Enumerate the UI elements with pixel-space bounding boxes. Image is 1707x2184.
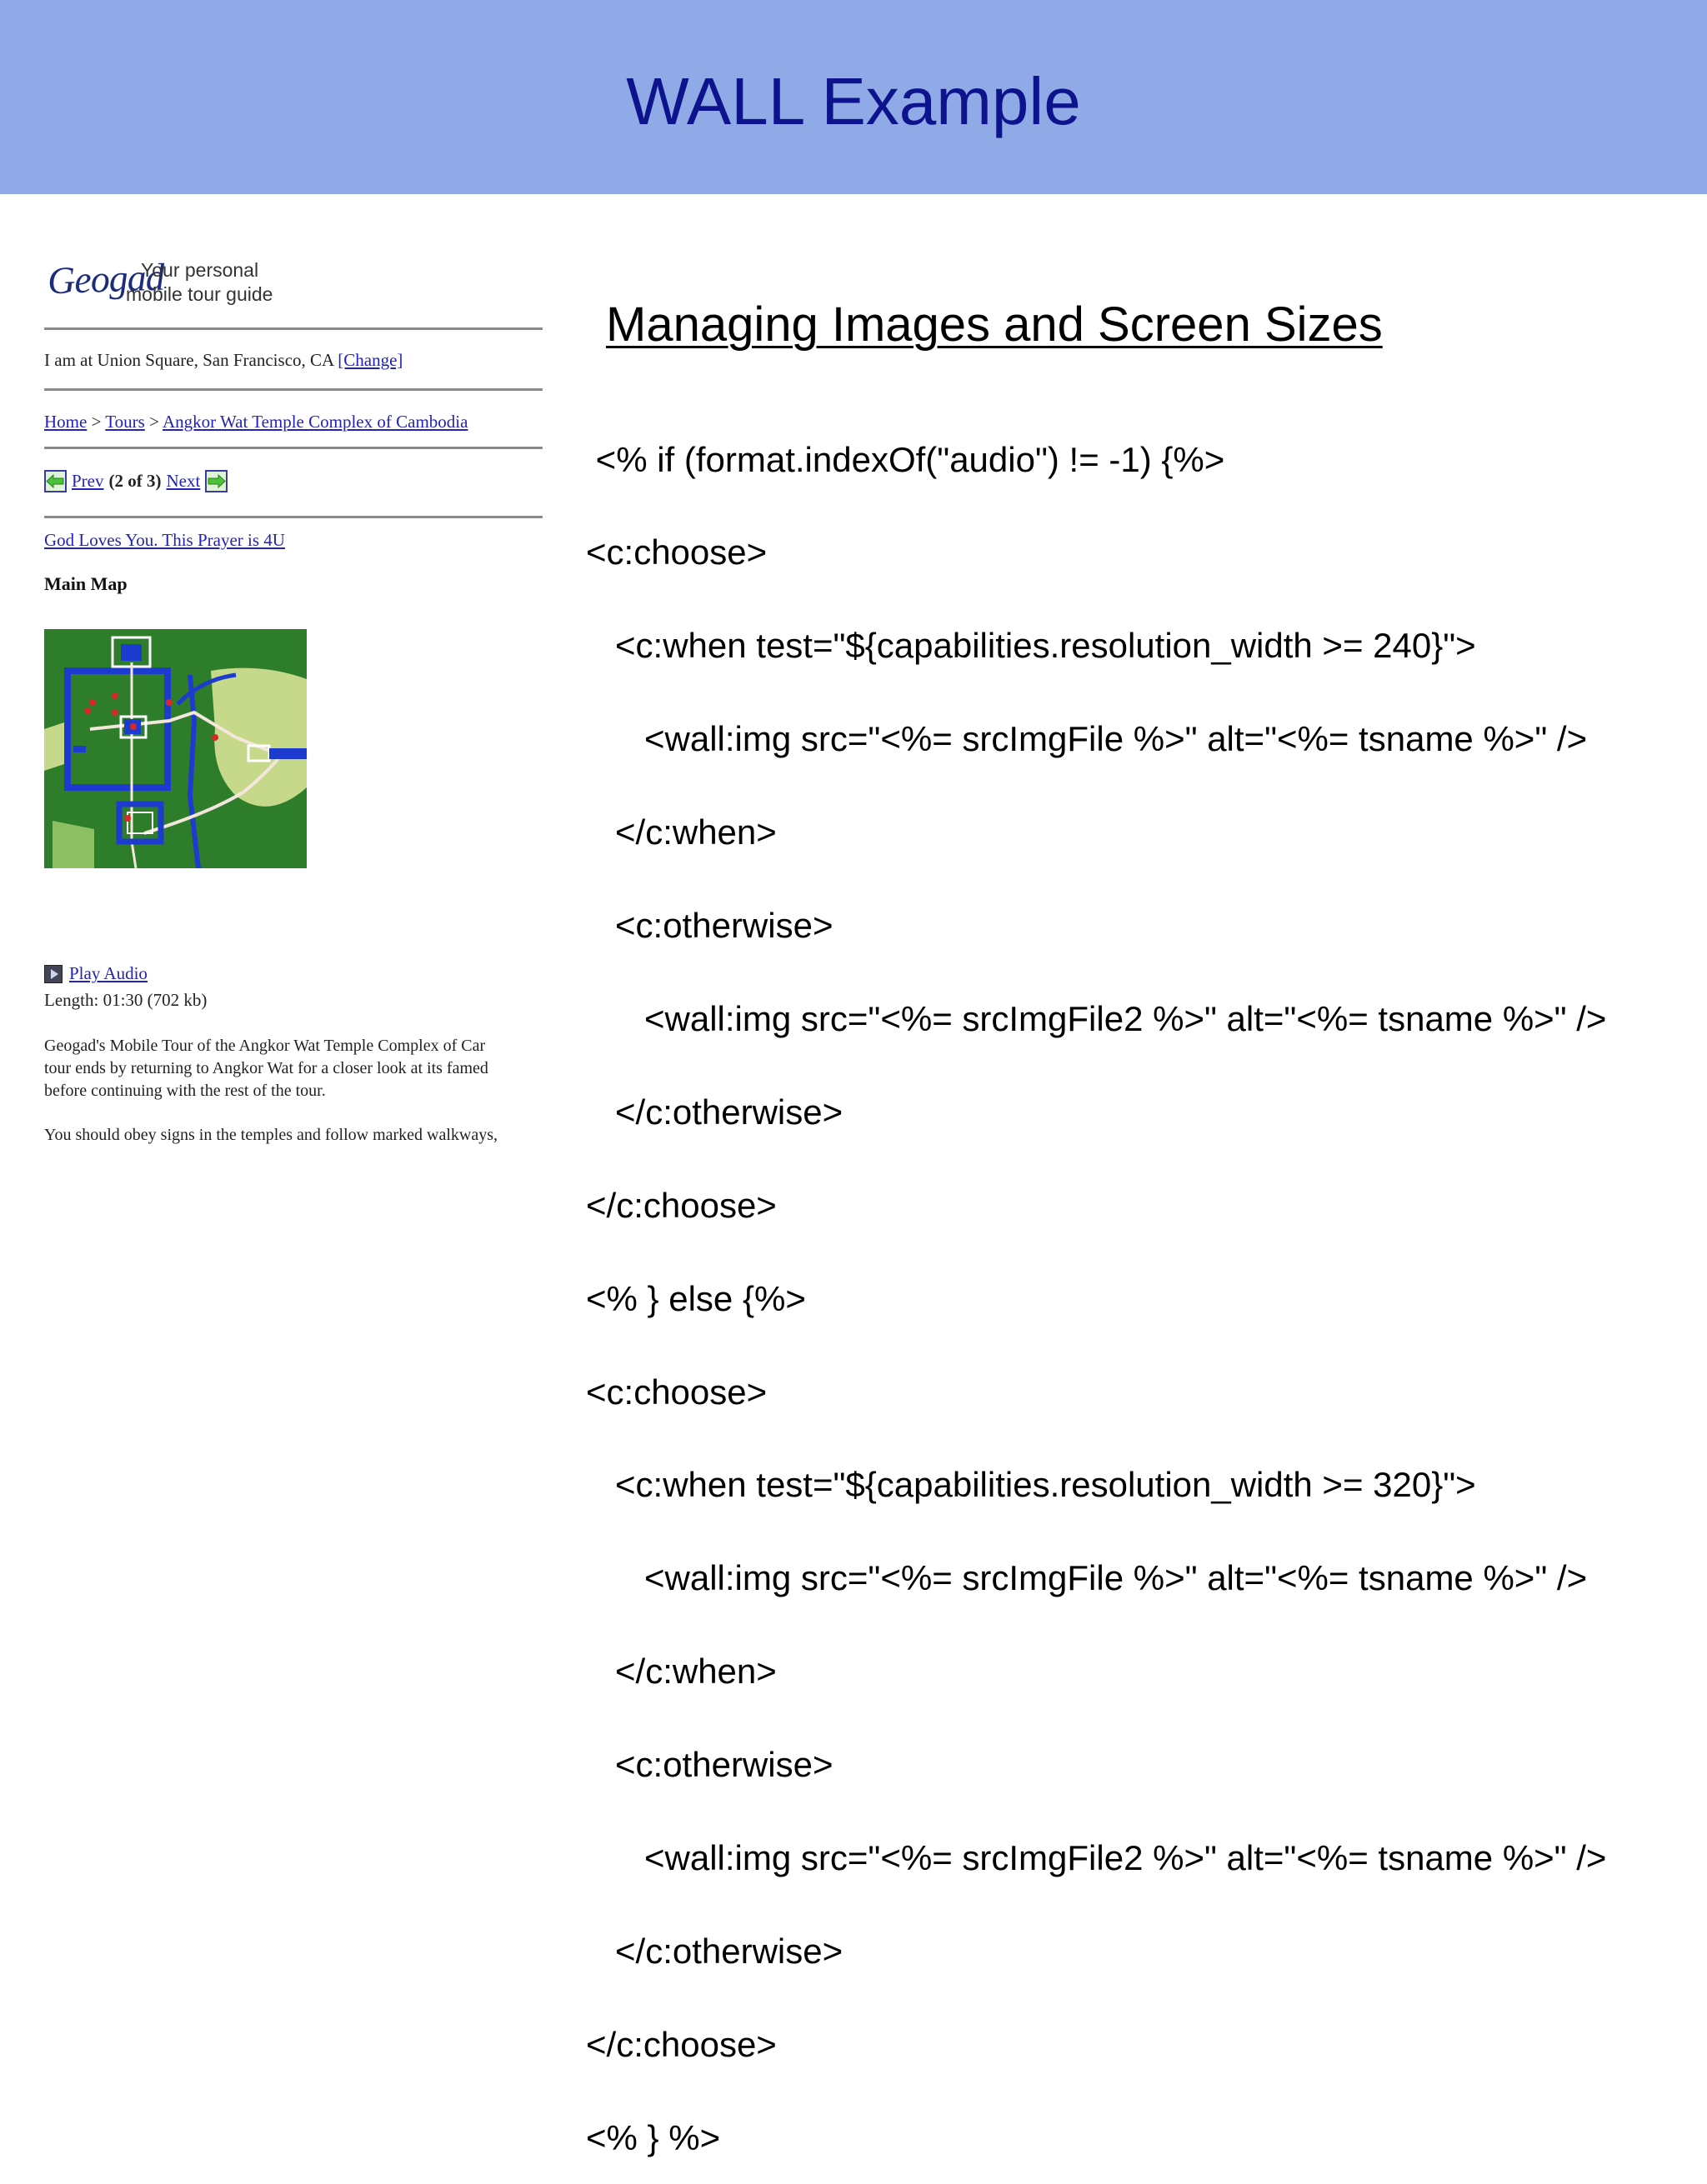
section-heading: Managing Images and Screen Sizes: [606, 297, 1383, 352]
mobile-page-screenshot: [44, 250, 544, 1183]
next-link[interactable]: Next: [166, 471, 201, 491]
play-icon[interactable]: [44, 965, 63, 983]
right-arrow-icon[interactable]: [205, 470, 228, 492]
tagline-line-2: mobile tour guide: [126, 283, 273, 305]
code-line: </c:when>: [586, 812, 777, 852]
code-line: <% } %>: [586, 2117, 721, 2157]
audio-length: Length: 01:30 (702 kb): [44, 990, 208, 1010]
location-text: I am at Union Square, San Francisco, CA: [44, 350, 334, 370]
breadcrumb-tours-link[interactable]: Tours: [105, 412, 145, 432]
breadcrumb-separator: >: [87, 412, 106, 432]
divider: [44, 447, 543, 449]
code-line: </c:otherwise>: [586, 1931, 843, 1971]
code-line: <wall:img src="<%= srcImgFile2 %>" alt="<%= tsname %>" />: [586, 998, 1607, 1038]
description-line: Geogad's Mobile Tour of the Angkor Wat Temple Complex of Car: [44, 1037, 486, 1055]
breadcrumb: [44, 412, 468, 432]
page-position: (2 of 3): [108, 471, 162, 491]
code-listing: [586, 382, 1606, 2184]
code-line: </c:when>: [586, 1652, 777, 1692]
code-line: </c:choose>: [586, 2024, 777, 2064]
code-line: </c:otherwise>: [586, 1092, 843, 1132]
breadcrumb-current-link[interactable]: Angkor Wat Temple Complex of Cambodia: [163, 412, 468, 432]
code-line: </c:choose>: [586, 1185, 777, 1225]
code-line: <c:otherwise>: [586, 906, 833, 946]
code-line: <wall:img src="<%= srcImgFile2 %>" alt="<%= tsname %>" />: [586, 1837, 1607, 1877]
divider: [44, 516, 543, 518]
map-title: Main Map: [44, 573, 128, 594]
code-line: <wall:img src="<%= srcImgFile %>" alt="<%= tsname %>" />: [586, 719, 1588, 759]
breadcrumb-separator: >: [144, 412, 163, 432]
temple-map-image: [44, 629, 307, 868]
prev-link[interactable]: Prev: [72, 471, 104, 491]
code-line: <c:when test="${capabilities.resolution_width >= 240}">: [586, 626, 1476, 666]
code-line: <c:choose>: [586, 532, 768, 572]
play-audio-row: [44, 963, 148, 984]
change-location-link[interactable]: [Change]: [338, 350, 403, 370]
prayer-link[interactable]: God Loves You. This Prayer is 4U: [44, 530, 285, 550]
logo-tagline: [126, 258, 273, 307]
code-line: <% if (format.indexOf("audio") != -1) {%>: [586, 439, 1225, 479]
code-line: <c:when test="${capabilities.resolution_width >= 320}">: [586, 1465, 1476, 1505]
obey-signs-text: You should obey signs in the temples and follow marked walkways,: [44, 1126, 498, 1144]
tour-description: [44, 1035, 543, 1102]
divider: [44, 327, 543, 330]
play-audio-link[interactable]: Play Audio: [69, 963, 148, 983]
code-line: <wall:img src="<%= srcImgFile %>" alt="<%= tsname %>" />: [586, 1558, 1588, 1598]
tagline-line-1: Your personal: [141, 259, 259, 281]
divider: [44, 388, 543, 391]
geogad-logo: Geogad: [47, 255, 165, 302]
breadcrumb-home-link[interactable]: Home: [44, 412, 88, 432]
code-line: <c:choose>: [586, 1372, 768, 1412]
code-line: <% } else {%>: [586, 1278, 806, 1318]
code-line: <c:otherwise>: [586, 1745, 833, 1785]
left-arrow-icon[interactable]: [44, 470, 67, 492]
pager: [44, 470, 228, 492]
description-line: tour ends by returning to Angkor Wat for a closer look at its famed: [44, 1059, 488, 1077]
location-line: [44, 350, 403, 371]
description-line: before continuing with the rest of the tour.: [44, 1082, 326, 1100]
slide-title: WALL Example: [626, 64, 1081, 138]
